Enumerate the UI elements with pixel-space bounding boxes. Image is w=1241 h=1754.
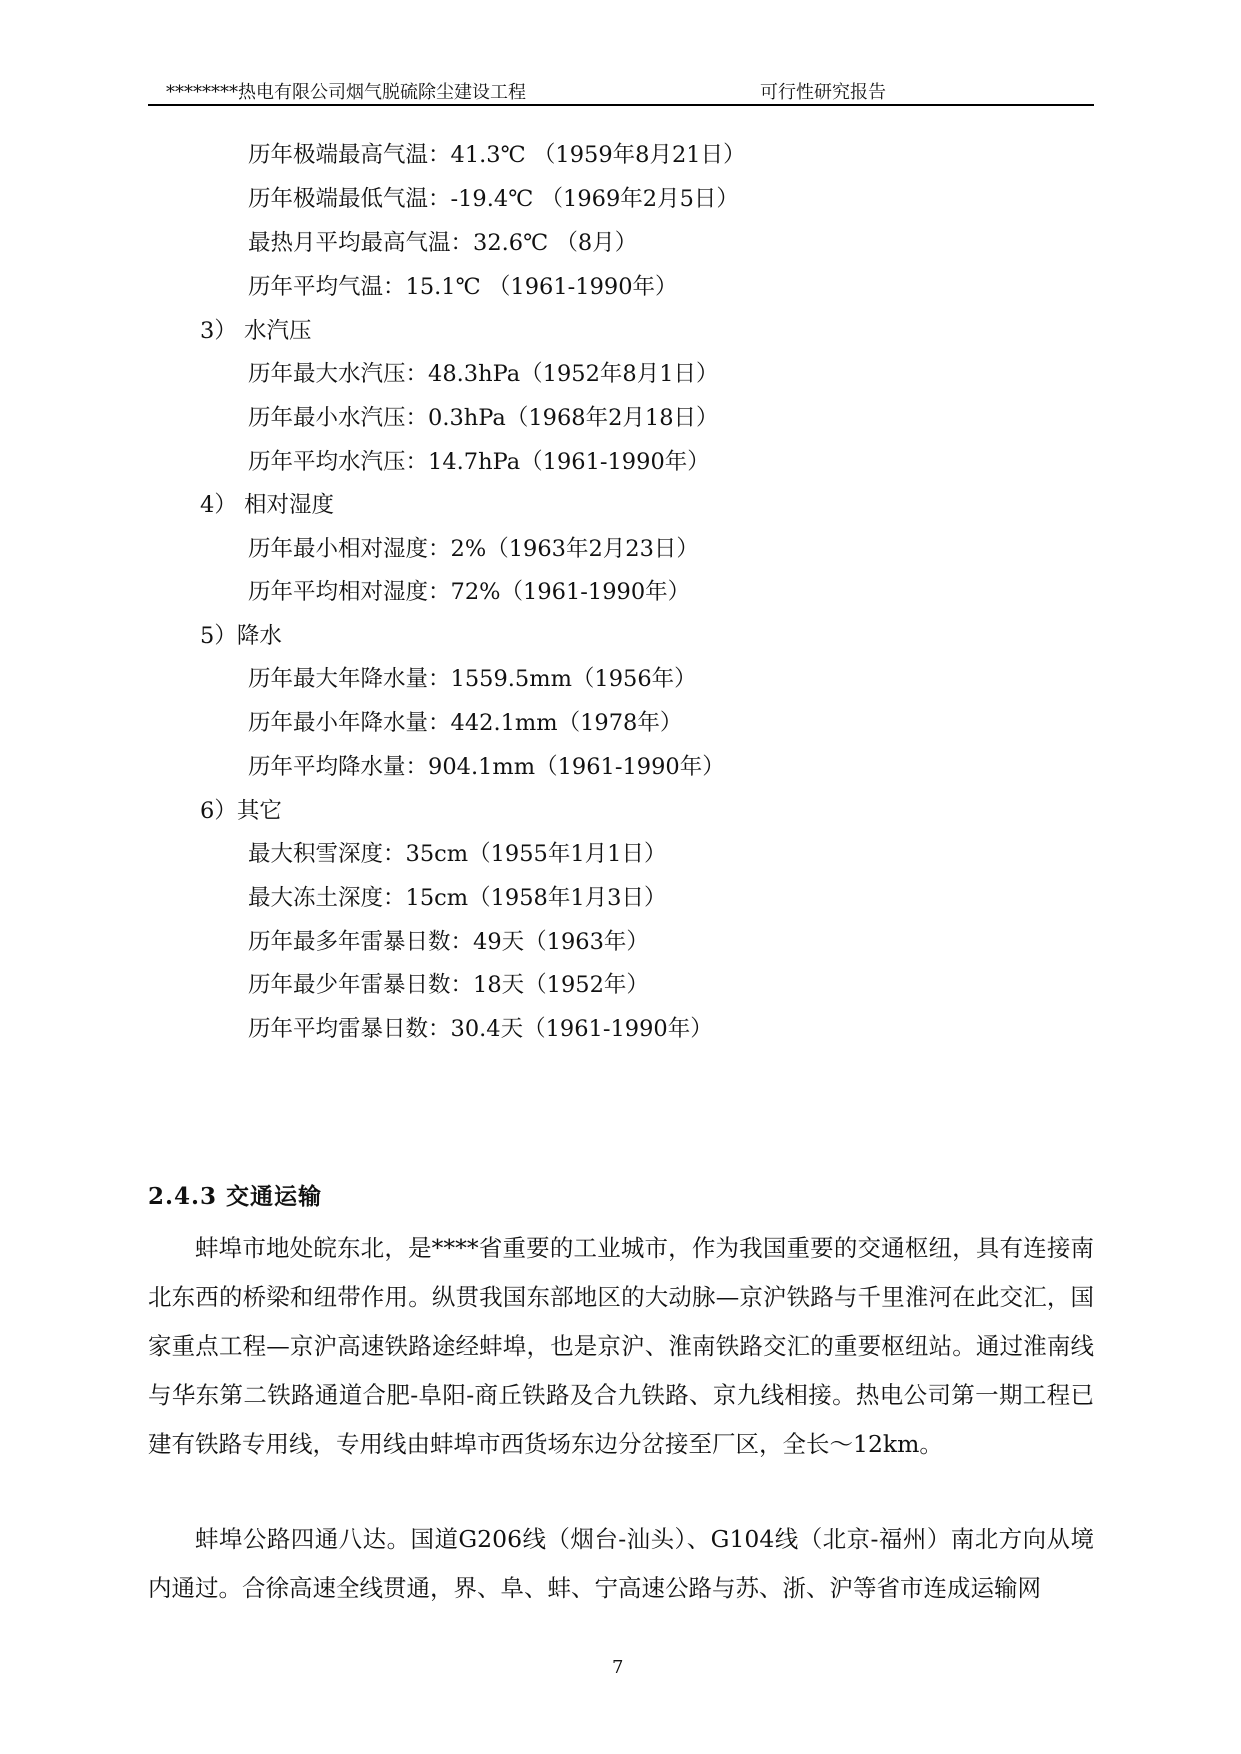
- climate-item: 历年最小水汽压：0.3hPa（1968年2月18日）: [248, 405, 719, 431]
- body-paragraph: 蚌埠公路四通八达。国道G206线（烟台-汕头）、G104线（北京-福州）南北方向从境内通过。合徐高速全线贯通，界、阜、蚌、宁高速公路与苏、浙、沪等省市连成运输网: [148, 1525, 1094, 1602]
- climate-item: 最大积雪深度：35cm（1955年1月1日）: [248, 841, 667, 867]
- subsection-heading: 3） 水汽压: [200, 318, 312, 344]
- subsection-heading: 6）其它: [200, 798, 282, 824]
- climate-item: 历年极端最低气温：-19.4℃ （1969年2月5日）: [248, 186, 739, 212]
- body-paragraph: 蚌埠市地处皖东北，是****省重要的工业城市，作为我国重要的交通枢纽，具有连接南北东西的桥梁和纽带作用。纵贯我国东部地区的大动脉—京沪铁路与千里淮河在此交汇，国家重点工程—京沪高速铁路途经蚌埠，也是京沪、淮南铁路交汇的重要枢纽站。通过淮南线与华东第二铁路通道合肥-阜阳-商丘铁路及合九铁路、京九线相接。热电公司第一期工程已建有铁路专用线，专用线由蚌埠市西货场东边分岔接至厂区，全长～12km。: [148, 1234, 1094, 1458]
- climate-item: 历年平均水汽压：14.7hPa（1961-1990年）: [248, 449, 710, 475]
- climate-item: 历年极端最高气温：41.3℃ （1959年8月21日）: [248, 142, 746, 168]
- climate-item: 历年平均雷暴日数：30.4天（1961-1990年）: [248, 1016, 713, 1042]
- climate-item: 历年最大水汽压：48.3hPa（1952年8月1日）: [248, 361, 719, 387]
- page-number: 7: [612, 1657, 624, 1678]
- climate-item: 历年最小年降水量：442.1mm（1978年）: [248, 710, 683, 736]
- climate-item: 历年平均相对湿度：72%（1961-1990年）: [248, 579, 691, 605]
- climate-item: 历年最大年降水量：1559.5mm（1956年）: [248, 666, 697, 692]
- climate-item: 历年最少年雷暴日数：18天（1952年）: [248, 972, 649, 998]
- section-heading: 2.4.3 交通运输: [148, 1183, 323, 1210]
- page-header: [148, 66, 1094, 104]
- climate-item: 最大冻土深度：15cm（1958年1月3日）: [248, 885, 667, 911]
- header-doc-type: 可行性研究报告: [760, 82, 886, 103]
- header-title: ********热电有限公司烟气脱硫除尘建设工程: [166, 82, 526, 103]
- climate-item: 历年最小相对湿度：2%（1963年2月23日）: [248, 536, 699, 562]
- climate-item: 最热月平均最高气温：32.6℃ （8月）: [248, 230, 638, 256]
- climate-item: 历年最多年雷暴日数：49天（1963年）: [248, 929, 649, 955]
- climate-item: 历年平均降水量：904.1mm（1961-1990年）: [248, 754, 725, 780]
- climate-item: 历年平均气温：15.1℃ （1961-1990年）: [248, 274, 678, 300]
- subsection-heading: 4） 相对湿度: [200, 492, 334, 518]
- header-divider: [148, 104, 1094, 106]
- subsection-heading: 5）降水: [200, 623, 282, 649]
